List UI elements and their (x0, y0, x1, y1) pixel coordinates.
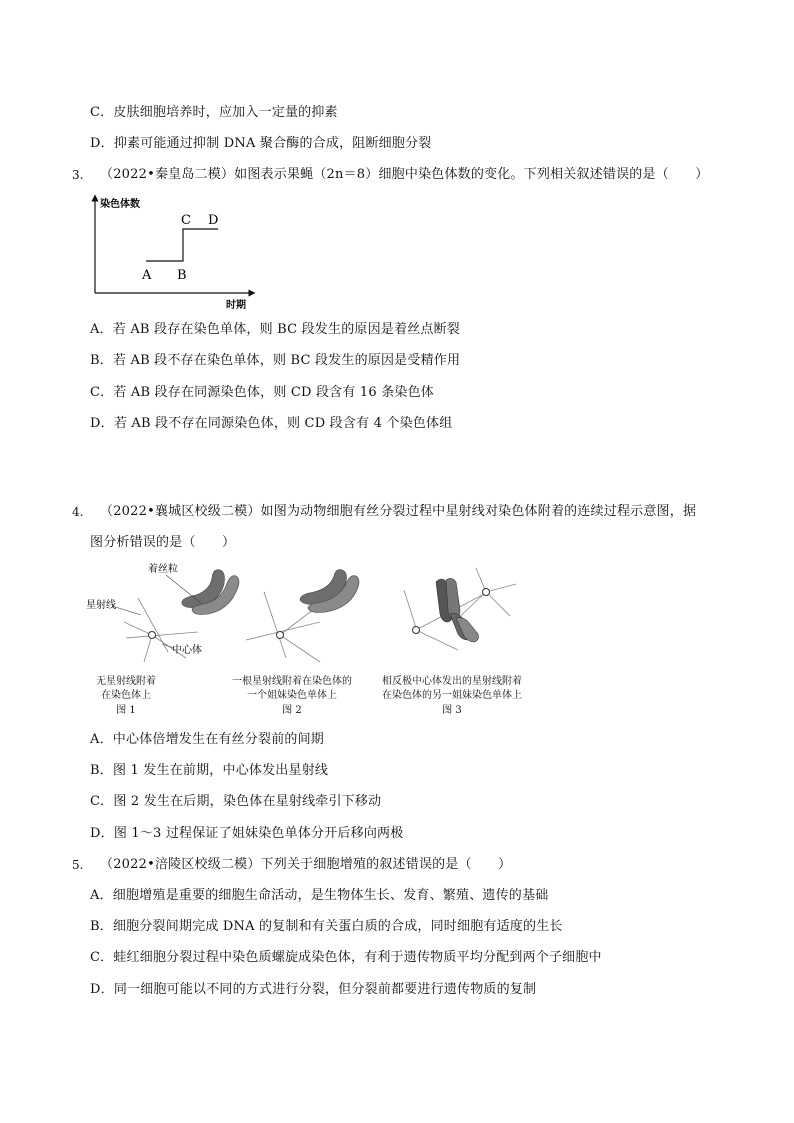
q4-fig3-title: 图 3 (442, 705, 462, 716)
q4-fig3-caption-2: 在染色体的另一姐妹染色单体上 (382, 690, 522, 701)
q5-option-a: A．细胞增殖是重要的细胞生命活动，是生物体生长、发育、繁殖、遗传的基础 (90, 888, 549, 903)
q4-fig1-title: 图 1 (116, 705, 136, 716)
q4-fig2-caption-1: 一根星射线附着在染色体的 (232, 676, 352, 687)
q5-option-c: C．蛙红细胞分裂过程中染色质螺旋成染色体，有利于遗传物质平均分配到两个子细胞中 (90, 950, 602, 965)
q4-option-d: D．图 1～3 过程保证了姐妹染色单体分开后移向两极 (90, 826, 404, 841)
q4-label-aster: 星射线 (86, 600, 116, 611)
q3-option-b: B．若 AB 段不存在染色单体，则 BC 段发生的原因是受精作用 (90, 353, 461, 368)
q4-number: 4. (72, 505, 84, 519)
q4-fig2 (246, 570, 359, 662)
q4-fig1-caption-2: 在染色体上 (101, 690, 151, 701)
q5-stem: （2022•涪陵区校级二模）下列关于细胞增殖的叙述错误的是（ ） (100, 857, 512, 872)
q3-step-line (146, 229, 218, 261)
q4-fig1 (86, 562, 239, 662)
q4-fig3 (404, 568, 516, 650)
q3-point-a: A (142, 268, 152, 283)
q4-fig1-centrosome (149, 632, 156, 639)
q3-option-a: A．若 AB 段存在染色单体，则 BC 段发生的原因是着丝点断裂 (90, 322, 461, 337)
q4-fig2-title: 图 2 (282, 705, 302, 716)
q3-point-b: B (177, 268, 187, 283)
q2-option-c: C．皮肤细胞培养时，应加入一定量的抑素 (90, 105, 338, 120)
q5-number: 5. (72, 858, 84, 872)
q4-option-b: B．图 1 发生在前期，中心体发出星射线 (90, 763, 329, 778)
q4-fig3-caption-1: 相反极中心体发出的星射线附着 (382, 676, 522, 687)
q3-option-d: D．若 AB 段不存在同源染色体，则 CD 段含有 4 个染色体组 (90, 416, 453, 431)
q4-label-centromere: 着丝粒 (148, 564, 178, 575)
q4-stem-line2: 图分析错误的是（ ） (90, 535, 236, 550)
q4-stem-line1: （2022•襄城区校级二模）如图为动物细胞有丝分裂过程中星射线对染色体附着的连续过程示意图，据 (100, 504, 697, 519)
q4-fig1-caption-1: 无星射线附着 (96, 676, 156, 687)
q3-point-c: C (181, 213, 191, 228)
q2-option-d: D．抑素可能通过抑制 DNA 聚合酶的合成，阻断细胞分裂 (90, 136, 432, 151)
q4-fig2-centrosome (277, 632, 284, 639)
q5-option-d: D．同一细胞可能以不同的方式进行分裂，但分裂前都要进行遗传物质的复制 (90, 982, 537, 997)
q3-number: 3. (72, 168, 84, 182)
q3-stem: （2022•秦皇岛二模）如图表示果蝇（2n＝8）细胞中染色体数的变化。下列相关叙述错误的是（ ） (100, 167, 709, 182)
q4-fig2-caption-2: 一个姐妹染色单体上 (247, 690, 337, 701)
q4-option-c: C．图 2 发生在后期，染色体在星射线牵引下移动 (90, 794, 382, 809)
q4-label-centrosome: 中心体 (172, 645, 202, 656)
q3-x-label: 时期 (226, 300, 246, 311)
q4-option-a: A．中心体倍增发生在有丝分裂前的间期 (90, 732, 324, 747)
q3-option-c: C．若 AB 段存在同源染色体，则 CD 段含有 16 条染色体 (90, 385, 434, 400)
q5-option-b: B．细胞分裂间期完成 DNA 的复制和有关蛋白质的合成，同时细胞有适度的生长 (90, 919, 563, 934)
q3-point-d: D (208, 213, 219, 228)
q4-fig3-centrosome-right (483, 589, 490, 596)
q3-graph (80, 192, 260, 314)
q4-fig3-centrosome-left (413, 627, 420, 634)
q3-y-label: 染色体数 (100, 199, 140, 210)
